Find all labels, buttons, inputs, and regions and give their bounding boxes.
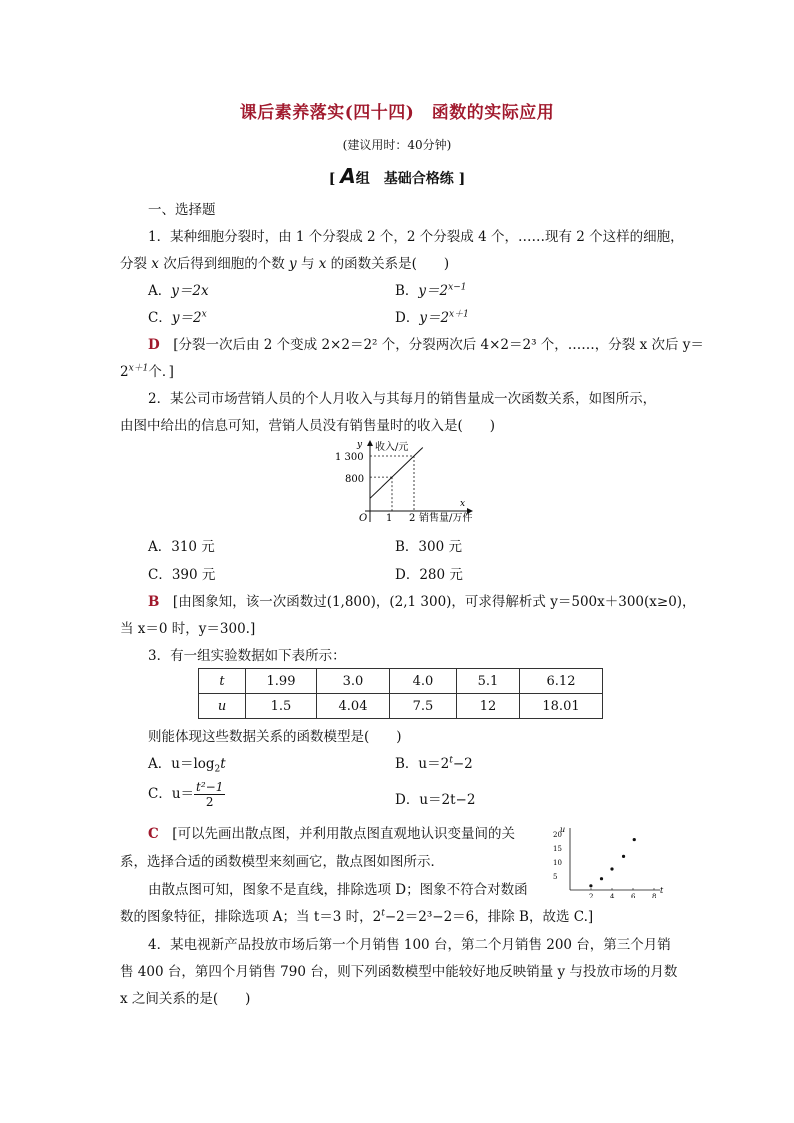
table-cell: 1.5 [246, 694, 317, 719]
table-cell: 18.01 [520, 694, 603, 719]
table-cell: 1.99 [246, 669, 317, 694]
group-text: 组 基础合格练 [355, 171, 454, 187]
q4-line2: 售 400 台，第四个月销售 790 台，则下列函数模型中能较好地反映销量 y 与投放市场的月数 [120, 964, 678, 980]
q1-solution-line1: D [分裂一次后由 2 个变成 2×2＝2² 个，分裂两次后 4×2＝2³ 个，……，分裂 x 次后 y＝ [148, 337, 704, 353]
q3-y-axis-label: u [560, 825, 566, 834]
q4-line3: x 之间关系的是( ) [120, 991, 251, 1007]
q3-x-axis-label: t [660, 886, 664, 895]
q3-scatter-plot [548, 820, 670, 898]
q2-y-tick-800: 800 [345, 474, 365, 485]
q4-line1: 4．某电视新产品投放市场后第一个月销售 100 台，第二个月销售 200 台，第三个月销 [148, 937, 671, 953]
time-note: (建议用时：40分钟) [342, 138, 452, 152]
q1-option-d[interactable]: D．$y=2^{x+1}$ [395, 309, 469, 326]
table-cell: 5.1 [457, 669, 520, 694]
q3-scatter-point [610, 867, 613, 870]
table-row [199, 694, 603, 719]
q3-x-tick-label: 8 [652, 893, 657, 898]
group-bracket-right: ] [458, 171, 466, 187]
section-heading: 一、选择题 [148, 202, 216, 218]
page-title: 课后素养落实(四十四) 函数的实际应用 [239, 103, 555, 123]
table-cell: u [199, 694, 246, 719]
table-cell: 3.0 [317, 669, 390, 694]
q1-solution-line2: $2^{x+1}$个．] [120, 363, 174, 380]
q2-answer-letter: B [148, 594, 160, 610]
q1-answer-letter: D [148, 337, 160, 353]
q1-option-b[interactable]: B．$y=2^{x-1}$ [395, 282, 467, 299]
table-cell: 6.12 [520, 669, 603, 694]
q3-y-tick-label: 15 [553, 845, 562, 853]
q3-y-tick-label: 20 [553, 831, 562, 839]
q3-scatter-point [600, 877, 603, 880]
q2-solution-line2: 当 x＝0 时，y＝300.] [120, 621, 256, 637]
q2-x-axis-label: x [460, 499, 466, 509]
q2-solution-line1: B [由图象知，该一次函数过(1,800)，(2,1 300)，可求得解析式 y＝500x＋300(x≥0)， [148, 594, 696, 610]
q2-line2: 由图中给出的信息可知，营销人员没有销售量时的收入是( ) [120, 418, 496, 434]
q2-option-c[interactable]: C．390 元 [148, 567, 216, 583]
q3-x-tick-label: 4 [610, 893, 615, 898]
q2-option-d[interactable]: D．280 元 [395, 567, 463, 583]
q3-solution-line4: 数的图象特征，排除选项 A；当 t＝3 时，$2^t-2=2^3-2=6$，排除 B，故选 C.] [120, 908, 594, 925]
q2-line-graph [335, 438, 485, 528]
q3-scatter-point [589, 884, 592, 887]
q2-y-axis-label: y [357, 440, 363, 450]
q2-option-a[interactable]: A．310 元 [148, 539, 215, 555]
group-bracket-left: [ [328, 171, 336, 187]
q3-answer-letter: C [148, 826, 159, 842]
group-letter: A [340, 164, 356, 188]
q1-option-a[interactable]: A．y＝2x [148, 283, 209, 299]
q2-origin: O [359, 513, 368, 524]
q3-line2: 则能体现这些数据关系的函数模型是( ) [148, 729, 402, 745]
q3-y-tick-label: 5 [553, 873, 558, 881]
q3-solution-line2: 系，选择合适的函数模型来刻画它，散点图如图所示． [120, 854, 444, 870]
q3-line1: 3．有一组实验数据如下表所示： [148, 648, 346, 664]
q3-option-c[interactable]: C．u＝ $\frac{\text{t²−1}}{2}$ [148, 780, 224, 809]
table-cell: t [199, 669, 246, 694]
q3-option-a[interactable]: A．$u=\log_2t$ [148, 756, 226, 775]
q2-option-b[interactable]: B．300 元 [395, 539, 462, 555]
q2-y-axis-arrow [367, 440, 373, 446]
q3-x-tick-label: 6 [631, 893, 636, 898]
q1-option-c[interactable]: C．$y=2^x$ [148, 309, 207, 326]
table-row [199, 669, 603, 694]
table-cell: 4.0 [390, 669, 457, 694]
q2-x-tick-1: 1 [386, 513, 393, 524]
q2-line1: 2．某公司市场营销人员的个人月收入与其每月的销售量成一次函数关系，如图所示， [148, 391, 657, 407]
table-cell: 12 [457, 694, 520, 719]
q3-option-d[interactable]: D．u＝2t−2 [395, 792, 476, 808]
q1-line1: 1．某种细胞分裂时，由 1 个分裂成 2 个，2 个分裂成 4 个，……现有 2 个这样的细胞， [148, 229, 684, 245]
q2-x-title: 销售量/万件 [419, 513, 473, 524]
q2-function-line [370, 448, 423, 499]
table-cell: 7.5 [390, 694, 457, 719]
q2-y-title: 收入/元 [375, 442, 409, 453]
q3-scatter-point [633, 838, 636, 841]
q3-data-table [198, 668, 603, 719]
q3-x-tick-label: 2 [589, 893, 594, 898]
group-heading [0, 164, 794, 188]
q3-solution-line3: 由散点图可知，图象不是直线，排除选项 D；图象不符合对数函 [148, 882, 528, 898]
q3-solution-line1: C [可以先画出散点图，并利用散点图直观地认识变量间的关 [148, 826, 516, 842]
q1-line2: 分裂 x 次后得到细胞的个数 y 与 x 的函数关系是( ) [120, 256, 450, 272]
q2-y-tick-1300: 1 300 [335, 452, 364, 463]
q3-scatter-point [622, 855, 625, 858]
q2-x-tick-2: 2 [409, 513, 416, 524]
table-cell: 4.04 [317, 694, 390, 719]
q3-option-b[interactable]: B．$u=2^t-2$ [395, 755, 473, 772]
q3-y-tick-label: 10 [553, 859, 562, 867]
